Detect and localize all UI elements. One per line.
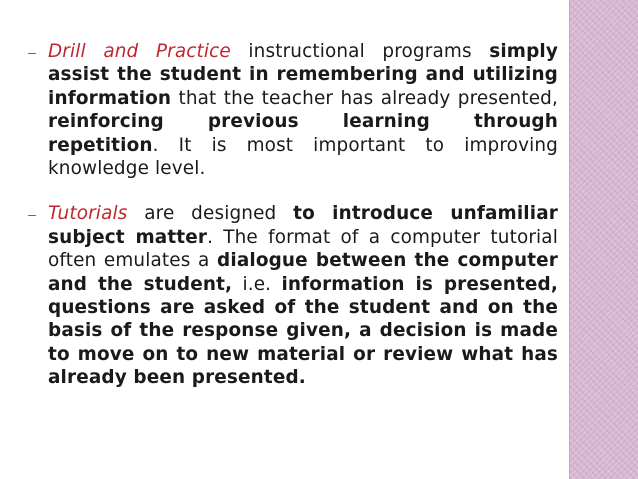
text-segment: . The format of a computer tutorial often emulates a [48,226,558,272]
term-tutorials: Tutorials [48,203,128,225]
bold-segment: dialogue between the computer and the student, [48,250,558,295]
text-segment: that the teacher has already presented, [171,87,558,109]
bold-segment: reinforcing previous learning through repetition [48,111,558,156]
text-segment: instructional programs [230,41,490,62]
term-drill-and-practice: Drill and Practice [48,41,231,62]
bold-segment: information is presented, questions are asked of the student and on the basis of the response given, a decision is made to move on to new material or review what has already been presented. [48,273,558,389]
bullet-drill-and-practice [28,40,558,180]
text-segment: i.e. [232,273,282,295]
bold-segment: simply assist the student in remembering and utilizing information [48,41,558,109]
text-segment: . It is most important to improving knowledge level. [48,134,558,180]
slide-content [28,40,558,390]
bullet-dash-icon [28,53,36,54]
decorative-side-band [569,0,638,479]
text-segment: are designed [127,203,294,225]
bullet-dash-icon [28,215,36,216]
bold-segment: to introduce unfamiliar subject matter [48,203,558,248]
bullet-tutorials [28,202,558,389]
